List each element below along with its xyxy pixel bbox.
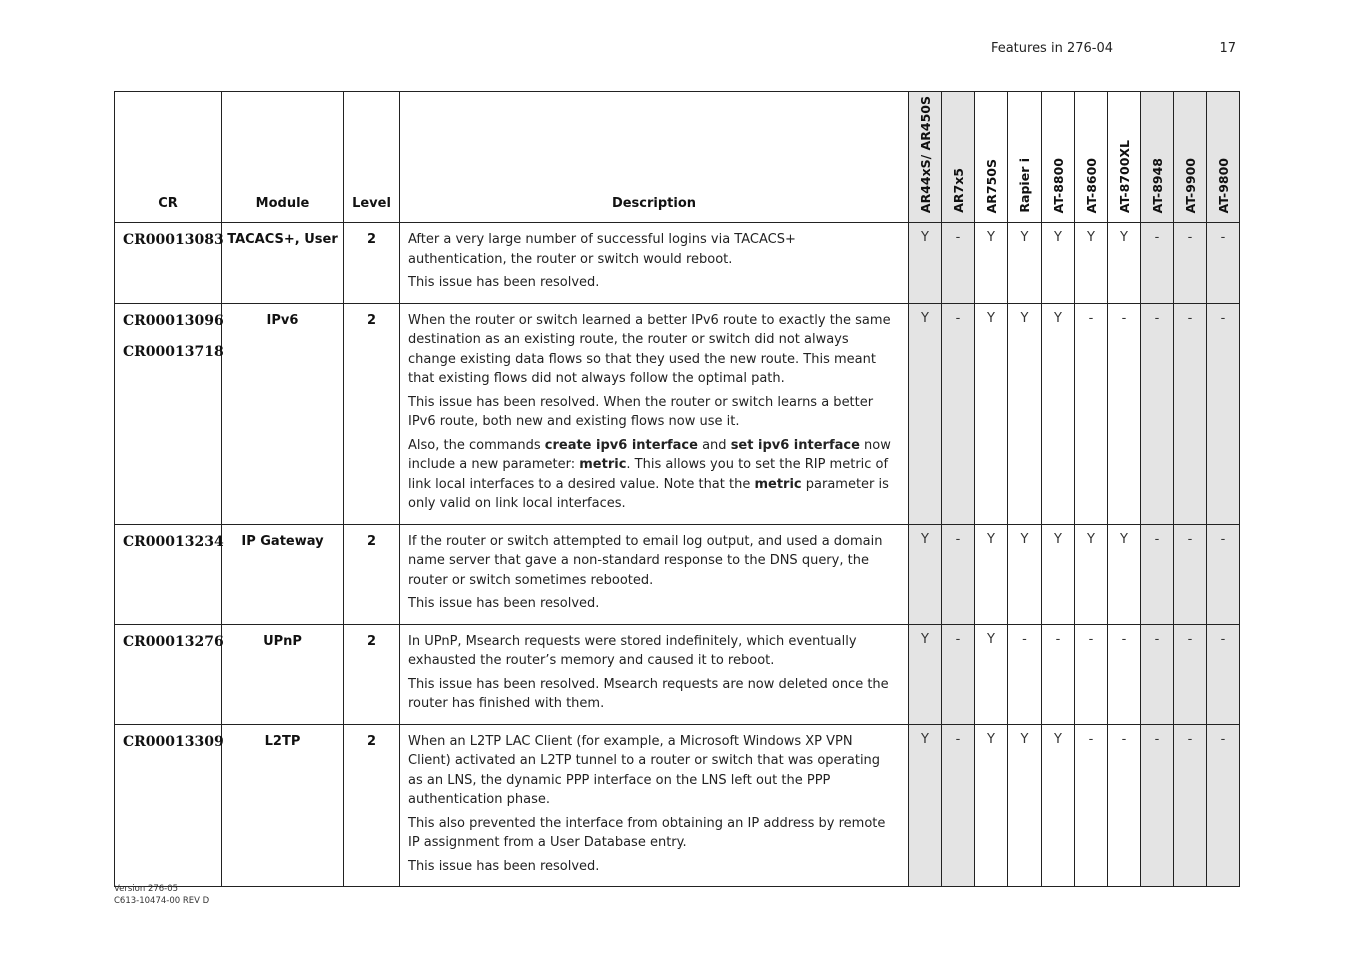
description-paragraph xyxy=(408,857,898,877)
description-text: . This allows you to set the RIP metric of link local interfaces to a desired value. Note that the xyxy=(408,457,889,492)
support-flag: Y xyxy=(1042,724,1075,887)
cr-number-cell xyxy=(115,303,222,524)
cr-number: CR00013718 xyxy=(123,343,224,360)
col-header-description: Description xyxy=(400,92,909,223)
level-cell: 2 xyxy=(344,724,400,887)
table-row xyxy=(115,223,1240,304)
support-flag: Y xyxy=(1042,303,1075,524)
support-flag: - xyxy=(1141,223,1174,304)
cr-number: CR00013276 xyxy=(123,633,224,650)
cr-number: CR00013096 xyxy=(123,312,224,329)
section-title: Features in 276-04 xyxy=(990,41,1113,56)
support-flag: - xyxy=(1207,724,1240,887)
col-header-level: Level xyxy=(344,92,400,223)
module-cell: TACACS+, User xyxy=(222,223,344,304)
level-cell: 2 xyxy=(344,303,400,524)
support-flag: - xyxy=(942,524,975,624)
col-header-module: Module xyxy=(222,92,344,223)
support-flag: Y xyxy=(1108,524,1141,624)
support-flag: - xyxy=(1174,303,1207,524)
cr-number-cell xyxy=(115,223,222,304)
col-header-model: AR750S xyxy=(975,92,1008,223)
support-flag: Y xyxy=(1008,303,1042,524)
support-flag: Y xyxy=(1008,524,1042,624)
support-flag: Y xyxy=(1075,524,1108,624)
description-text: This issue has been resolved. xyxy=(408,275,600,290)
col-header-model: AT-8800 xyxy=(1042,92,1075,223)
description-paragraph xyxy=(408,532,898,591)
support-flag: - xyxy=(1075,724,1108,887)
description-paragraph xyxy=(408,594,898,614)
support-flag: Y xyxy=(909,303,942,524)
description-paragraph xyxy=(408,273,898,293)
table-row xyxy=(115,303,1240,524)
support-flag: - xyxy=(942,223,975,304)
description-cell xyxy=(400,524,909,624)
col-header-model: AR7x5 xyxy=(942,92,975,223)
page-number: 17 xyxy=(1219,41,1236,56)
support-flag: - xyxy=(1108,724,1141,887)
support-flag: - xyxy=(1141,724,1174,887)
level-cell: 2 xyxy=(344,624,400,724)
description-text: now include a new parameter: xyxy=(408,437,891,472)
support-flag: - xyxy=(1174,524,1207,624)
header-row xyxy=(115,92,1240,223)
support-flag: Y xyxy=(1008,223,1042,304)
description-cell xyxy=(400,303,909,524)
col-header-model: AR44xS/ AR450S xyxy=(909,92,942,223)
col-header-model: AT-9800 xyxy=(1207,92,1240,223)
support-flag: - xyxy=(942,624,975,724)
command-keyword: create ipv6 interface xyxy=(544,437,698,453)
support-flag: - xyxy=(1141,303,1174,524)
support-flag: - xyxy=(1174,624,1207,724)
table-row xyxy=(115,624,1240,724)
description-text: If the router or switch attempted to email log output, and used a domain name server that gave a non-standard response to the DNS query, the router or switch sometimes rebooted. xyxy=(408,533,883,588)
support-flag: - xyxy=(1108,303,1141,524)
support-flag: Y xyxy=(975,624,1008,724)
support-flag: - xyxy=(1141,624,1174,724)
col-header-model: Rapier i xyxy=(1008,92,1042,223)
command-keyword: metric xyxy=(579,457,627,472)
support-flag: Y xyxy=(909,223,942,304)
support-flag: - xyxy=(1075,303,1108,524)
support-flag: - xyxy=(1174,724,1207,887)
description-text: When the router or switch learned a better IPv6 route to exactly the same destination as an existing route, the router or switch did not always change existing data flows so that they used the new route. This meant that existing flows did not always follow the optimal path. xyxy=(408,312,891,386)
level-cell: 2 xyxy=(344,223,400,304)
support-flag: Y xyxy=(909,724,942,887)
description-text: When an L2TP LAC Client (for example, a Microsoft Windows XP VPN Client) activated an L2TP tunnel to a router or switch that was operating as an LNS, the dynamic PPP interface on the LNS left out the PPP authentication phase. xyxy=(408,733,881,807)
description-paragraph xyxy=(408,436,898,514)
support-flag: Y xyxy=(909,624,942,724)
description-cell xyxy=(400,624,909,724)
description-text: After a very large number of successful logins via TACACS+ authentication, the router or switch would reboot. xyxy=(408,232,796,267)
description-paragraph xyxy=(408,814,898,853)
module-cell: IP Gateway xyxy=(222,524,344,624)
footer-doc-id: C613-10474-00 REV D xyxy=(114,896,210,906)
table-row xyxy=(115,724,1240,887)
support-flag: - xyxy=(1141,524,1174,624)
cr-number: CR00013309 xyxy=(123,733,224,750)
description-paragraph xyxy=(408,675,898,714)
support-flag: - xyxy=(1207,223,1240,304)
support-flag: Y xyxy=(1042,524,1075,624)
description-text: Also, the commands xyxy=(408,437,545,453)
cr-number: CR00013234 xyxy=(123,533,224,550)
support-flag: Y xyxy=(975,303,1008,524)
description-text: parameter is only valid on link local interfaces. xyxy=(408,476,889,511)
support-flag: Y xyxy=(909,524,942,624)
support-flag: Y xyxy=(975,524,1008,624)
description-text: In UPnP, Msearch requests were stored indefinitely, which eventually exhausted the router’s memory and caused it to reboot. xyxy=(408,633,857,668)
support-flag: - xyxy=(1174,223,1207,304)
level-cell: 2 xyxy=(344,524,400,624)
description-paragraph xyxy=(408,311,898,389)
support-flag: Y xyxy=(975,724,1008,887)
command-keyword: set ipv6 interface xyxy=(730,437,860,453)
description-paragraph xyxy=(408,632,898,671)
support-flag: - xyxy=(942,303,975,524)
description-paragraph xyxy=(408,393,898,432)
support-flag: - xyxy=(1008,624,1042,724)
cr-number-cell xyxy=(115,724,222,887)
description-text: This issue has been resolved. xyxy=(408,596,600,611)
support-flag: - xyxy=(1207,524,1240,624)
description-text: and xyxy=(697,437,731,453)
cr-number-cell xyxy=(115,624,222,724)
description-cell xyxy=(400,223,909,304)
support-flag: Y xyxy=(1075,223,1108,304)
resolved-issues-table xyxy=(114,91,1240,887)
description-text: This also prevented the interface from obtaining an IP address by remote IP assignment from a User Database entry. xyxy=(408,815,886,850)
col-header-model: AT-9900 xyxy=(1174,92,1207,223)
module-cell: IPv6 xyxy=(222,303,344,524)
support-flag: Y xyxy=(1108,223,1141,304)
description-text: This issue has been resolved. When the router or switch learns a better IPv6 route, both new and existing flows now use it. xyxy=(408,394,874,429)
support-flag: - xyxy=(1042,624,1075,724)
description-cell xyxy=(400,724,909,887)
module-cell: L2TP xyxy=(222,724,344,887)
col-header-model: AT-8700XL xyxy=(1108,92,1141,223)
support-flag: - xyxy=(1207,624,1240,724)
support-flag: Y xyxy=(1042,223,1075,304)
support-flag: - xyxy=(1075,624,1108,724)
col-header-model: AT-8948 xyxy=(1141,92,1174,223)
module-cell: UPnP xyxy=(222,624,344,724)
cr-number-cell xyxy=(115,524,222,624)
cr-number: CR00013083 xyxy=(123,232,224,248)
col-header-model: AT-8600 xyxy=(1075,92,1108,223)
support-flag: - xyxy=(1207,303,1240,524)
support-flag: - xyxy=(942,724,975,887)
col-header-cr: CR xyxy=(115,92,222,223)
table-row xyxy=(115,524,1240,624)
support-flag: - xyxy=(1108,624,1141,724)
support-flag: Y xyxy=(975,223,1008,304)
support-flag: Y xyxy=(1008,724,1042,887)
description-text: This issue has been resolved. xyxy=(408,858,600,874)
command-keyword: metric xyxy=(754,476,802,492)
description-text: This issue has been resolved. Msearch requests are now deleted once the router has finished with them. xyxy=(408,676,889,711)
footer-version: Version 276-05 xyxy=(114,884,179,894)
description-paragraph xyxy=(408,732,898,810)
description-paragraph xyxy=(408,230,898,269)
